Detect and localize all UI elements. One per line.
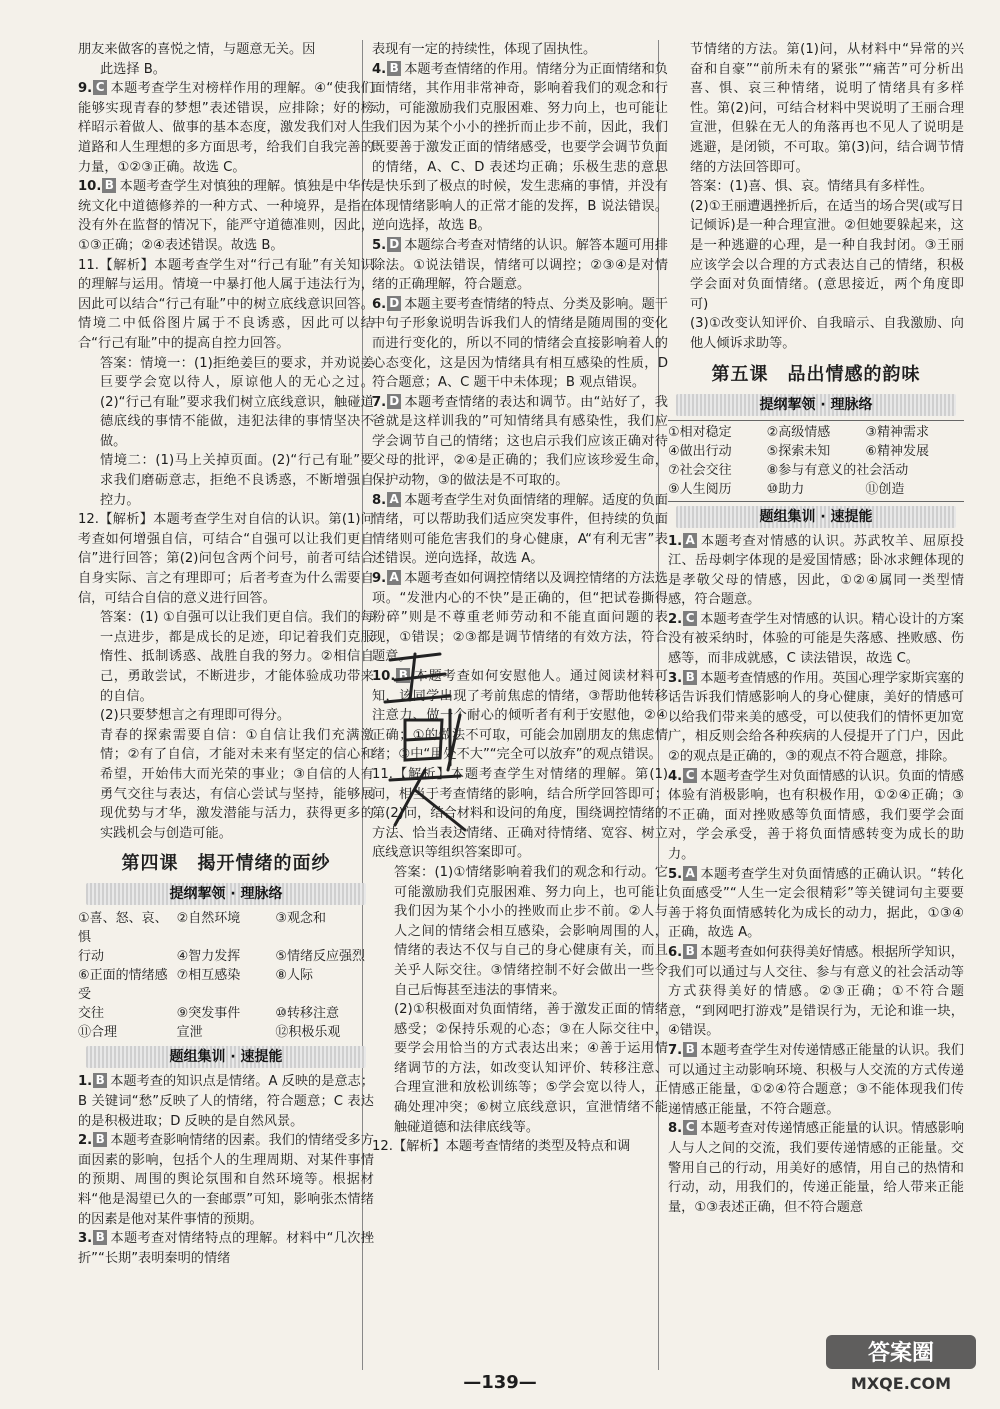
- handwritten-annotation: [370, 640, 490, 840]
- outline-item: 宣泄: [176, 1025, 203, 1041]
- answer-badge: B: [93, 1132, 107, 1147]
- outline-item: ⑫积极乐观: [275, 1025, 341, 1041]
- answer-item: 7. B 本题考查学生对传递情感正能量的认识。我们可以通过主动影响环境、积极与人交流的方式传递情感正能量，①②④符合题意；③不能体现我们传递情感正能量，不符合题意。: [668, 1041, 964, 1117]
- outline-item: ⑤情绪反应强烈: [275, 949, 365, 965]
- answer-item: 3. B 本题考查对情绪特点的理解。材料中“几次挫折”“长期”表明秦明的情绪: [78, 1230, 374, 1266]
- outline-item: ③观念和: [275, 911, 326, 927]
- answer-paragraph: 情境二：(1)马上关掉页面。(2)“行己有耻”要求我们磨砺意志，拒绝不良诱惑，不断增强自控力。: [100, 453, 374, 508]
- answer-item: 10. B 本题考查学生对慎独的理解。慎独是中华传统文化中道德修养的一种方式、一种境界，是指在没有外在监督的情况下，能严守道德准则，因此，①③正确；②④表述错误。故选 B。: [78, 178, 374, 253]
- answer-paragraph: 答案：情境一：(1)拒绝姜巨的要求，并劝说姜巨要学会宽以待人，原谅他人的无心之过。(2)“行己有耻”要求我们树立底线意识，触碰道德底线的事情不能做，违犯法律的事情坚决不做。: [100, 355, 374, 449]
- answer-badge: B: [102, 178, 116, 193]
- answer-item: 6. D 本题主要考查情绪的特点、分类及影响。题干中句子形象说明告诉我们人的情绪是随周围的变化而进行变化的，所以不同的情绪会直接影响着人的心态变化，这是因为情绪具有相互感染的性质，D 符合题意；A、C 题干中未体现；B 观点错误。: [372, 295, 668, 391]
- analysis-paragraph: 12.【解析】本题考查学生对自信的认识。第(1)问考查如何增强自信，可结合“自强可以让我们更自信”进行回答；第(2)问包含两个问号，前者可结合自身实际、言之有理即可；后者考查为什么需要自信，可结合自信的意义进行回答。: [78, 512, 374, 606]
- answer-badge: A: [387, 570, 401, 585]
- outline-item: ⑤探索未知: [766, 443, 831, 459]
- lesson-title: 第四课 揭开情绪的面纱: [121, 853, 331, 875]
- answer-paragraph: 答案：(1)①情绪影响着我们的观念和行动。它可能激励我们克服困难、努力向上，也可能让我们因为某个小小的挫败而止步不前。②人与人之间的情绪会相互感染，会影响周围的人，情绪的表达不仅与自己的身心健康有关，而且关乎人际交往。③情绪控制不好会做出一些令自己后悔甚至违法的事情来。: [394, 864, 668, 998]
- answer-badge: A: [683, 533, 697, 548]
- column-right: [668, 40, 964, 1217]
- answer-item: 2. B 本题考查影响情绪的因素。我们的情绪受多方面因素的影响，包括个人的生理周期、对某件事情的预期、周围的舆论氛围和自然环境等。根据材料“他是渴望已久的一套邮票”可知，影响张杰情绪的因素是他对某件事情的预期。: [78, 1132, 374, 1227]
- section-banner: 提纲挈领 · 理脉络: [676, 394, 956, 416]
- answer-badge: D: [387, 296, 401, 311]
- outline-item: ⑥精神发展: [865, 443, 929, 459]
- answer-item: 8. C 本题考查对传递情感正能量的认识。情感影响人与人之间的交流，我们要传递情感的正能量。交警用自己的行动，用美好的感情，用自己的热情和行动，动，用我们的，传递正能量，给人带来正能量，①③表述正确，但不符合题意: [668, 1120, 964, 1215]
- outline-item: ④智力发挥: [176, 949, 241, 965]
- answer-badge: C: [683, 611, 697, 626]
- answer-paragraph: (2)只要梦想言之有理即可得分。: [100, 708, 291, 724]
- svg-text:答案圈: 答案圈: [867, 1341, 935, 1366]
- answer-badge: B: [93, 1073, 107, 1088]
- outline-item: ⑩转移注意: [275, 1006, 339, 1022]
- answer-item: 1. B 本题考查的知识点是情绪。A 反映的是意志；B 关键词“愁”反映了人的情绪，符合题意；C 表达的是积极进取；D 反映的是自然风景。: [78, 1073, 374, 1129]
- answer-item: 1. A 本题考查对情感的认识。苏武牧羊、屈原投江、岳母刺字体现的是爱国情感；卧冰求鲤体现的是孝敬父母的情感，因此，①②④属同一类型情感，符合题意。: [668, 532, 964, 608]
- outline-item: ⑦相互感染: [176, 968, 241, 984]
- outline-item: ⑦社会交往: [668, 462, 732, 478]
- answer-paragraph: (3)①改变认知评价、自我暗示、自我激励、向他人倾诉求助等。: [690, 316, 964, 351]
- analysis-paragraph: 12.【解析】本题考查情绪的类型及特点和调: [372, 1139, 631, 1155]
- answer-item: 9. A 本题考查如何调控情绪以及调控情绪的方法选项。“发泄内心的不快”是正确的，但“把试卷撕得粉碎”则是不尊重老师劳动和不能直面问题的表现，①错误；②③都是调节情绪的有效方法，符合题意。: [372, 570, 668, 665]
- answer-badge: B: [387, 61, 401, 76]
- answer-badge: D: [387, 237, 401, 252]
- answer-badge: A: [387, 492, 401, 507]
- answer-badge: C: [683, 768, 697, 783]
- section-banner: 题组集训 · 速提能: [676, 506, 956, 528]
- answer-badge: B: [396, 668, 410, 683]
- answer-item: 5. A 本题考查学生对负面情感的正确认识。“转化负面感受”“人生一定会很精彩”等关键词句主要要善于将负面情感转化为成长的动力，据此，①③④正确，故选 A。: [668, 865, 964, 941]
- outline-item: ⑥正面的情绪感受: [78, 968, 168, 1003]
- outline-item: ①相对稳定: [668, 424, 732, 440]
- section-banner: 提纲挈领 · 理脉络: [86, 883, 366, 905]
- answer-badge: B: [683, 944, 697, 959]
- section-banner: 题组集训 · 速提能: [86, 1046, 366, 1068]
- page-number: —139—: [463, 1372, 537, 1393]
- outline-grid: [668, 420, 964, 502]
- outline-item: ⑪合理: [78, 1025, 118, 1041]
- outline-item: ⑨突发事件: [176, 1006, 241, 1022]
- outline-item: ②自然环境: [176, 911, 241, 927]
- answer-paragraph: (2)①积极面对负面情绪，善于激发正面的情绪感受；②保持乐观的心态；③在人际交往中，要学会用恰当的方式表达出来；④善于运用情绪调节的方法，如改变认知评价、转移注意、合理宣泄和放松训练等；⑤学会宽以待人，正确处理冲突；⑥树立底线意识，宣泄情绪不能触碰道德和法律底线等。: [394, 1002, 668, 1135]
- answer-badge: B: [93, 1230, 107, 1245]
- answer-paragraph: 答案：(1) ①自强可以让我们更自信。我们的每一点进步，都是成长的足迹，印记着我们克服惰性、抵制诱惑、战胜自我的努力。②相信自己，勇敢尝试，不断进步，才能体验成功带来的自信。: [100, 610, 374, 704]
- answer-item: 5. D 本题综合考查对情绪的认识。解答本题可用排除法。①说法错误，情绪可以调控；②③④是对情绪的正确理解，符合题意。: [372, 236, 668, 293]
- text-line: 此选择 B。: [100, 61, 166, 77]
- outline-item: ⑩助力: [766, 481, 805, 497]
- outline-item: 交往: [78, 1006, 105, 1022]
- outline-grid: [78, 909, 374, 1042]
- text-line: 朋友来做客的喜悦之情，与题意无关。因: [78, 42, 316, 57]
- outline-item: ⑪创造: [865, 481, 905, 497]
- answer-badge: D: [387, 394, 401, 409]
- answer-item: 3. B 本题考查情感的作用。英国心理学家斯宾塞的话告诉我们情感影响人的身心健康，美好的情感可以给我们带来美的感受，可以使我们的情怀更加宽广，相反则会给各种疾病的人侵提开了门户，因此②的观点是正确的，③的观点不符合题意，排除。: [668, 669, 964, 765]
- answer-badge: B: [683, 1042, 697, 1057]
- watermark-logo: [822, 1331, 982, 1395]
- outline-item: 行动: [78, 949, 105, 965]
- answer-item: 9. C 本题考查学生对榜样作用的理解。④“使我们能够实现青春的梦想”表述错误，应排除；好的榜样昭示着做人、做事的基本态度，激发我们对人生道路和人生理想的多方面思考，给我们自我完善的力量，①②③正确。故选 C。: [78, 80, 374, 175]
- answer-badge: C: [93, 80, 107, 95]
- outline-item: ⑧参与有意义的社会活动: [766, 462, 909, 478]
- answer-badge: A: [683, 866, 697, 881]
- analysis-paragraph: 节情绪的方法。第(1)问，从材料中“异常的兴奋和自豪”“前所未有的紧张”“痛苦”可分析出喜、惧、哀三种情绪，说明了情绪具有多样性。第(2)问，可结合材料中哭说明了王丽合理宣泄，但躲在无人的角落再也不见人了说明是逃避，是闭锁，不可取。第(3)问，结合调节情绪的方法回答即可。: [690, 42, 964, 175]
- analysis-paragraph: 11.【解析】本题考查学生对“行己有耻”有关知识的理解与运用。情境一中暴打他人属于违法行为，因此可以结合“行己有耻”中的树立底线意识回答。情境二中低俗图片属于不良诱惑，因此可以结合“行己有耻”中的提高自控力回答。: [78, 257, 374, 351]
- answer-paragraph: (2)①王丽遭遇挫折后，在适当的场合哭(或写日记倾诉)是一种合理宣泄。②但她要躲起来，这是一种逃避的心理，是一种自我封闭。③王丽应该学会以合理的方式表达自己的情绪，积极学会面对负面情绪。(意思接近，两个角度即可): [690, 198, 964, 312]
- analysis-paragraph: 11.【解析】本题考查学生对情绪的理解。第(1)问，相当于考查情绪的影响，结合所学回答即可；第(2)问，结合材料和设问的角度，围绕调控情绪的方法、恰当表达情绪、正确对待情绪、宽容、树立底线意识等组织答案即可。: [372, 766, 668, 861]
- text-line: 表现有一定的持续性，体现了固执性。: [372, 42, 597, 57]
- outline-item: ⑧人际: [275, 968, 313, 984]
- svg-text:MXQE.COM: MXQE.COM: [850, 1374, 952, 1393]
- answer-badge: C: [683, 1120, 697, 1135]
- answer-badge: B: [683, 670, 697, 685]
- answer-item: 7. D 本题考查情绪的表达和调节。由“站好了，我爸就是这样训我的”可知情绪具有感染性，我们应学会调节自己的情绪；这也启示我们应该正确对待父母的批评，②④是正确的；我们应该珍爱生命，保护动物，③的做法是不可取的。: [372, 393, 668, 489]
- column-middle: [372, 40, 668, 1157]
- answer-paragraph: 青春的探索需要自信：①自信让我们充满激情；②有了自信，才能对未来有坚定的信心和希望，开始伟大而光荣的事业；③自信的人有勇气交往与表达，有信心尝试与坚持，能够展现优势与才华，激发潜能与活力，获得更多的实践机会与创造可能。: [100, 727, 374, 841]
- outline-item: ①喜、怒、哀、惧: [78, 911, 168, 946]
- column-left: [78, 40, 374, 1268]
- answer-item: 2. C 本题考查学生对情感的认识。精心设计的方案没有被采纳时，体验的可能是失落感、挫败感、伤感等，而非成就感，C 读法错误，故选 C。: [668, 610, 964, 667]
- answer-paragraph: 答案：(1)喜、惧、哀。情绪具有多样性。: [690, 179, 933, 195]
- answer-item: 4. B 本题考查情绪的作用。情绪分为正面情绪和负面情绪，其作用非常神奇，影响着我们的观念和行动，可能激励我们克服困难、努力向上，也可能让我们因为某个小小的挫折而止步不前，因此，我们既要善于激发正面的情绪感受，也要学会调节负面的情绪，A、C、D 表述均正确；乐极生悲的意思是快乐到了极点的时候，发生悲痛的事情，并没有体现情绪影响人的正常才能的发挥，B 说法错误。逆向选择，故选 B。: [372, 60, 668, 234]
- answer-item: 6. B 本题考查如何获得美好情感。根据所学知识，我们可以通过与人交往、参与有意义的社会活动等方式获得美好的情感。②③正确；①不符合题意，“到网吧打游戏”是错误行为，无论和谁一块，④错误。: [668, 943, 964, 1039]
- answer-item: 8. A 本题考查学生对负面情绪的理解。适度的负面情绪，可以帮助我们适应突发事件，但持续的负面情绪则可能危害我们的身心健康，A“有利无害”表述错误。逆向选择，故选 A。: [372, 491, 668, 567]
- outline-item: ⑨人生阅历: [668, 481, 732, 497]
- lesson-title: 第五课 品出情感的韵味: [711, 363, 921, 385]
- answer-item: 10. B 本题考查如何安慰他人。通过阅读材料可知，该同学出现了考前焦虑的情绪，③帮助他转移注意力、做一个耐心的倾听者有利于安慰他，②④正确；①的做法不可取，可能会加剧朋友的焦虑情绪；③中“用处不大”“完全可以放弃”的观点错误。: [372, 668, 668, 763]
- outline-item: ④做出行动: [668, 443, 732, 459]
- outline-item: ③精神需求: [865, 424, 929, 440]
- answer-item: 4. C 本题考查学生对负面情感的认识。负面的情感体验有消极影响，也有积极作用，①②④正确；③不正确，面对挫败感等负面情感，我们要学会面对，学会承受，善于将负面情感转变为成长的助力。: [668, 767, 964, 862]
- outline-item: ②高级情感: [766, 424, 831, 440]
